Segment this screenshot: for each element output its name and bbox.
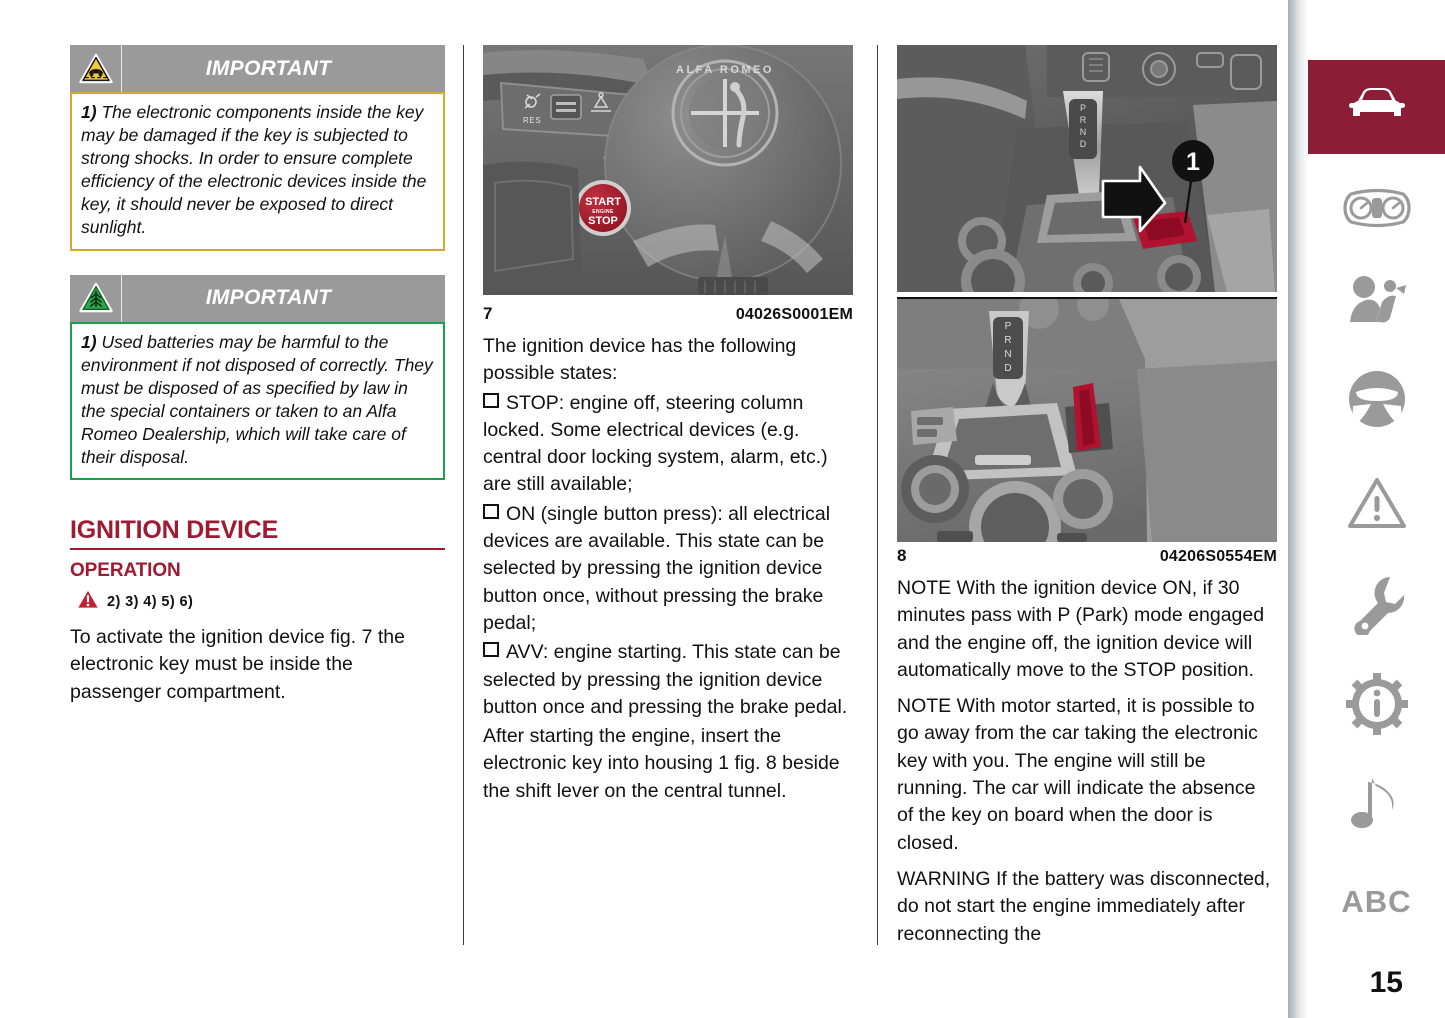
airbag-safety-icon [1346,272,1408,329]
page-number: 15 [1369,966,1403,999]
state-bullet-on-text: ON (single button press): all electrical devices are available. This state can be selected by pressing the ignition device button once, without pressing the brake pedal; [483,502,831,634]
sidebar-item-multimedia[interactable] [1308,770,1445,844]
figure-8-number: 8 [897,546,907,565]
warning-reference-numbers: 2) 3) 4) 5) 6) [107,593,194,610]
car-icon [1346,85,1408,130]
note-key-absence: NOTE With motor started, it is possible to go away from the car taking the electronic key with you. The engine will still be running. The car will indicate the absence of the key on board when the door is closed. [897,695,1258,854]
square-bullet-icon [483,393,499,408]
subsection-title: OPERATION [70,560,181,582]
important-title-1: IMPORTANT [205,56,332,80]
wrench-icon [1346,573,1408,640]
important-body-2 [70,322,445,481]
svg-text:R: R [1004,335,1012,346]
important-title-2: IMPORTANT [205,286,332,310]
svg-text:P: P [1004,321,1012,332]
important-body-1 [70,92,445,251]
closing-paragraph: After starting the engine, insert the electronic key into housing 1 fig. 8 beside the shift lever on the central tunnel. [483,725,840,802]
state-bullet-stop [483,390,853,499]
svg-text:ENGINE: ENGINE [592,209,614,215]
spacer [70,480,445,516]
svg-text:D: D [1079,139,1087,149]
warning-triangle-red-icon [76,588,100,615]
sidebar-item-safety[interactable] [1308,265,1445,335]
central-tunnel-key-housing-photo [897,45,1277,292]
important-marker-1: 1) [81,102,97,122]
svg-text:RES: RES [523,116,542,125]
steering-wheel-start-stop-photo [483,45,853,295]
central-tunnel-key-inserted-photo [897,297,1277,542]
figure-8-callout-1: 1 [1186,148,1200,176]
spacer [70,251,445,275]
state-bullet-stop-text: STOP: engine off, steering column locked. Some electrical devices (e.g. central door locking system, alarm, etc.) are still available; [483,391,828,496]
sidebar-item-index[interactable] [1308,872,1445,932]
svg-text:N: N [1079,127,1087,137]
sidebar-gradient [1286,0,1308,1018]
important-box-battery [70,275,445,481]
figure-7 [483,45,853,324]
left-column [70,45,445,706]
square-bullet-icon [483,504,499,519]
svg-text:P: P [1079,103,1087,113]
important-box-key [70,45,445,251]
warning-battery-reconnect: WARNING If the battery was disconnected, do not start the engine immediately after reconnecting the [897,867,1271,945]
svg-text:N: N [1004,349,1012,360]
svg-text:STOP: STOP [588,215,618,227]
state-bullet-avv-text: AVV: engine starting. This state can be selected by pressing the ignition device button once and pressing the brake pedal. [483,641,848,718]
state-bullet-on [483,501,853,637]
sidebar-edge [1286,0,1288,1018]
important-marker-2: 1) [81,331,97,352]
sidebar-item-warnings[interactable] [1308,470,1445,540]
warning-reference-line [76,588,445,615]
svg-text:START: START [585,196,621,208]
column-divider-right [877,45,878,945]
figure-7-caption [483,304,853,324]
important-text-2: Used batteries may be harmful to the environment if not disposed of correctly. They must be disposed of as specified by law in the special containers or taken to an Alfa Romeo Dealership, which will take care of their disposal. [81,331,433,468]
sidebar-item-info[interactable] [1308,668,1445,744]
operation-paragraph: To activate the ignition device fig. 7 the electronic key must be inside the passenger compartment. [70,626,405,703]
gear-info-icon [1346,673,1408,740]
state-bullet-avv [483,639,853,721]
states-intro: The ignition device has the following possible states: [483,335,797,385]
steering-wheel-icon [1346,368,1408,435]
sidebar-item-maintenance[interactable] [1308,568,1445,644]
page-title: IGNITION DEVICE [70,516,445,550]
middle-column [483,45,853,805]
figure-8-code: 04206S0554EM [1159,548,1277,565]
figure-8 [897,45,1277,566]
column-divider-left [463,45,464,945]
square-bullet-icon [483,642,499,657]
important-text-1: The electronic components inside the key may be damaged if the key is subjected to strong shocks. In order to ensure complete efficiency of the electronic devices inside the key, it should never be exposed to direct sunlight. [81,102,427,238]
note-park-timeout: NOTE With the ignition device ON, if 30 minutes pass with P (Park) mode engaged and the engine off, the ignition device will automatically move to the STOP position. [897,577,1265,681]
svg-text:ALFA ROMEO: ALFA ROMEO [676,64,774,76]
abc-index-icon: ABC [1341,884,1412,919]
figure-7-number: 7 [483,304,493,323]
important-header [70,275,445,322]
svg-text:D: D [1004,363,1012,374]
warning-triangle-icon [1346,476,1408,535]
dashboard-gauges-icon [1343,187,1411,234]
skid-warning-triangle-icon [70,45,122,92]
environment-tree-triangle-icon [70,275,122,322]
figure-7-code: 04026S0001EM [735,306,853,323]
figure-8-caption [897,546,1277,566]
right-column [897,45,1277,948]
chapter-sidebar [1286,0,1445,1018]
sidebar-item-steering[interactable] [1308,362,1445,440]
sidebar-item-car[interactable] [1308,60,1445,154]
important-header [70,45,445,92]
sidebar-item-dashboard[interactable] [1308,175,1445,245]
music-note-icon [1350,774,1404,841]
svg-text:R: R [1079,115,1087,125]
